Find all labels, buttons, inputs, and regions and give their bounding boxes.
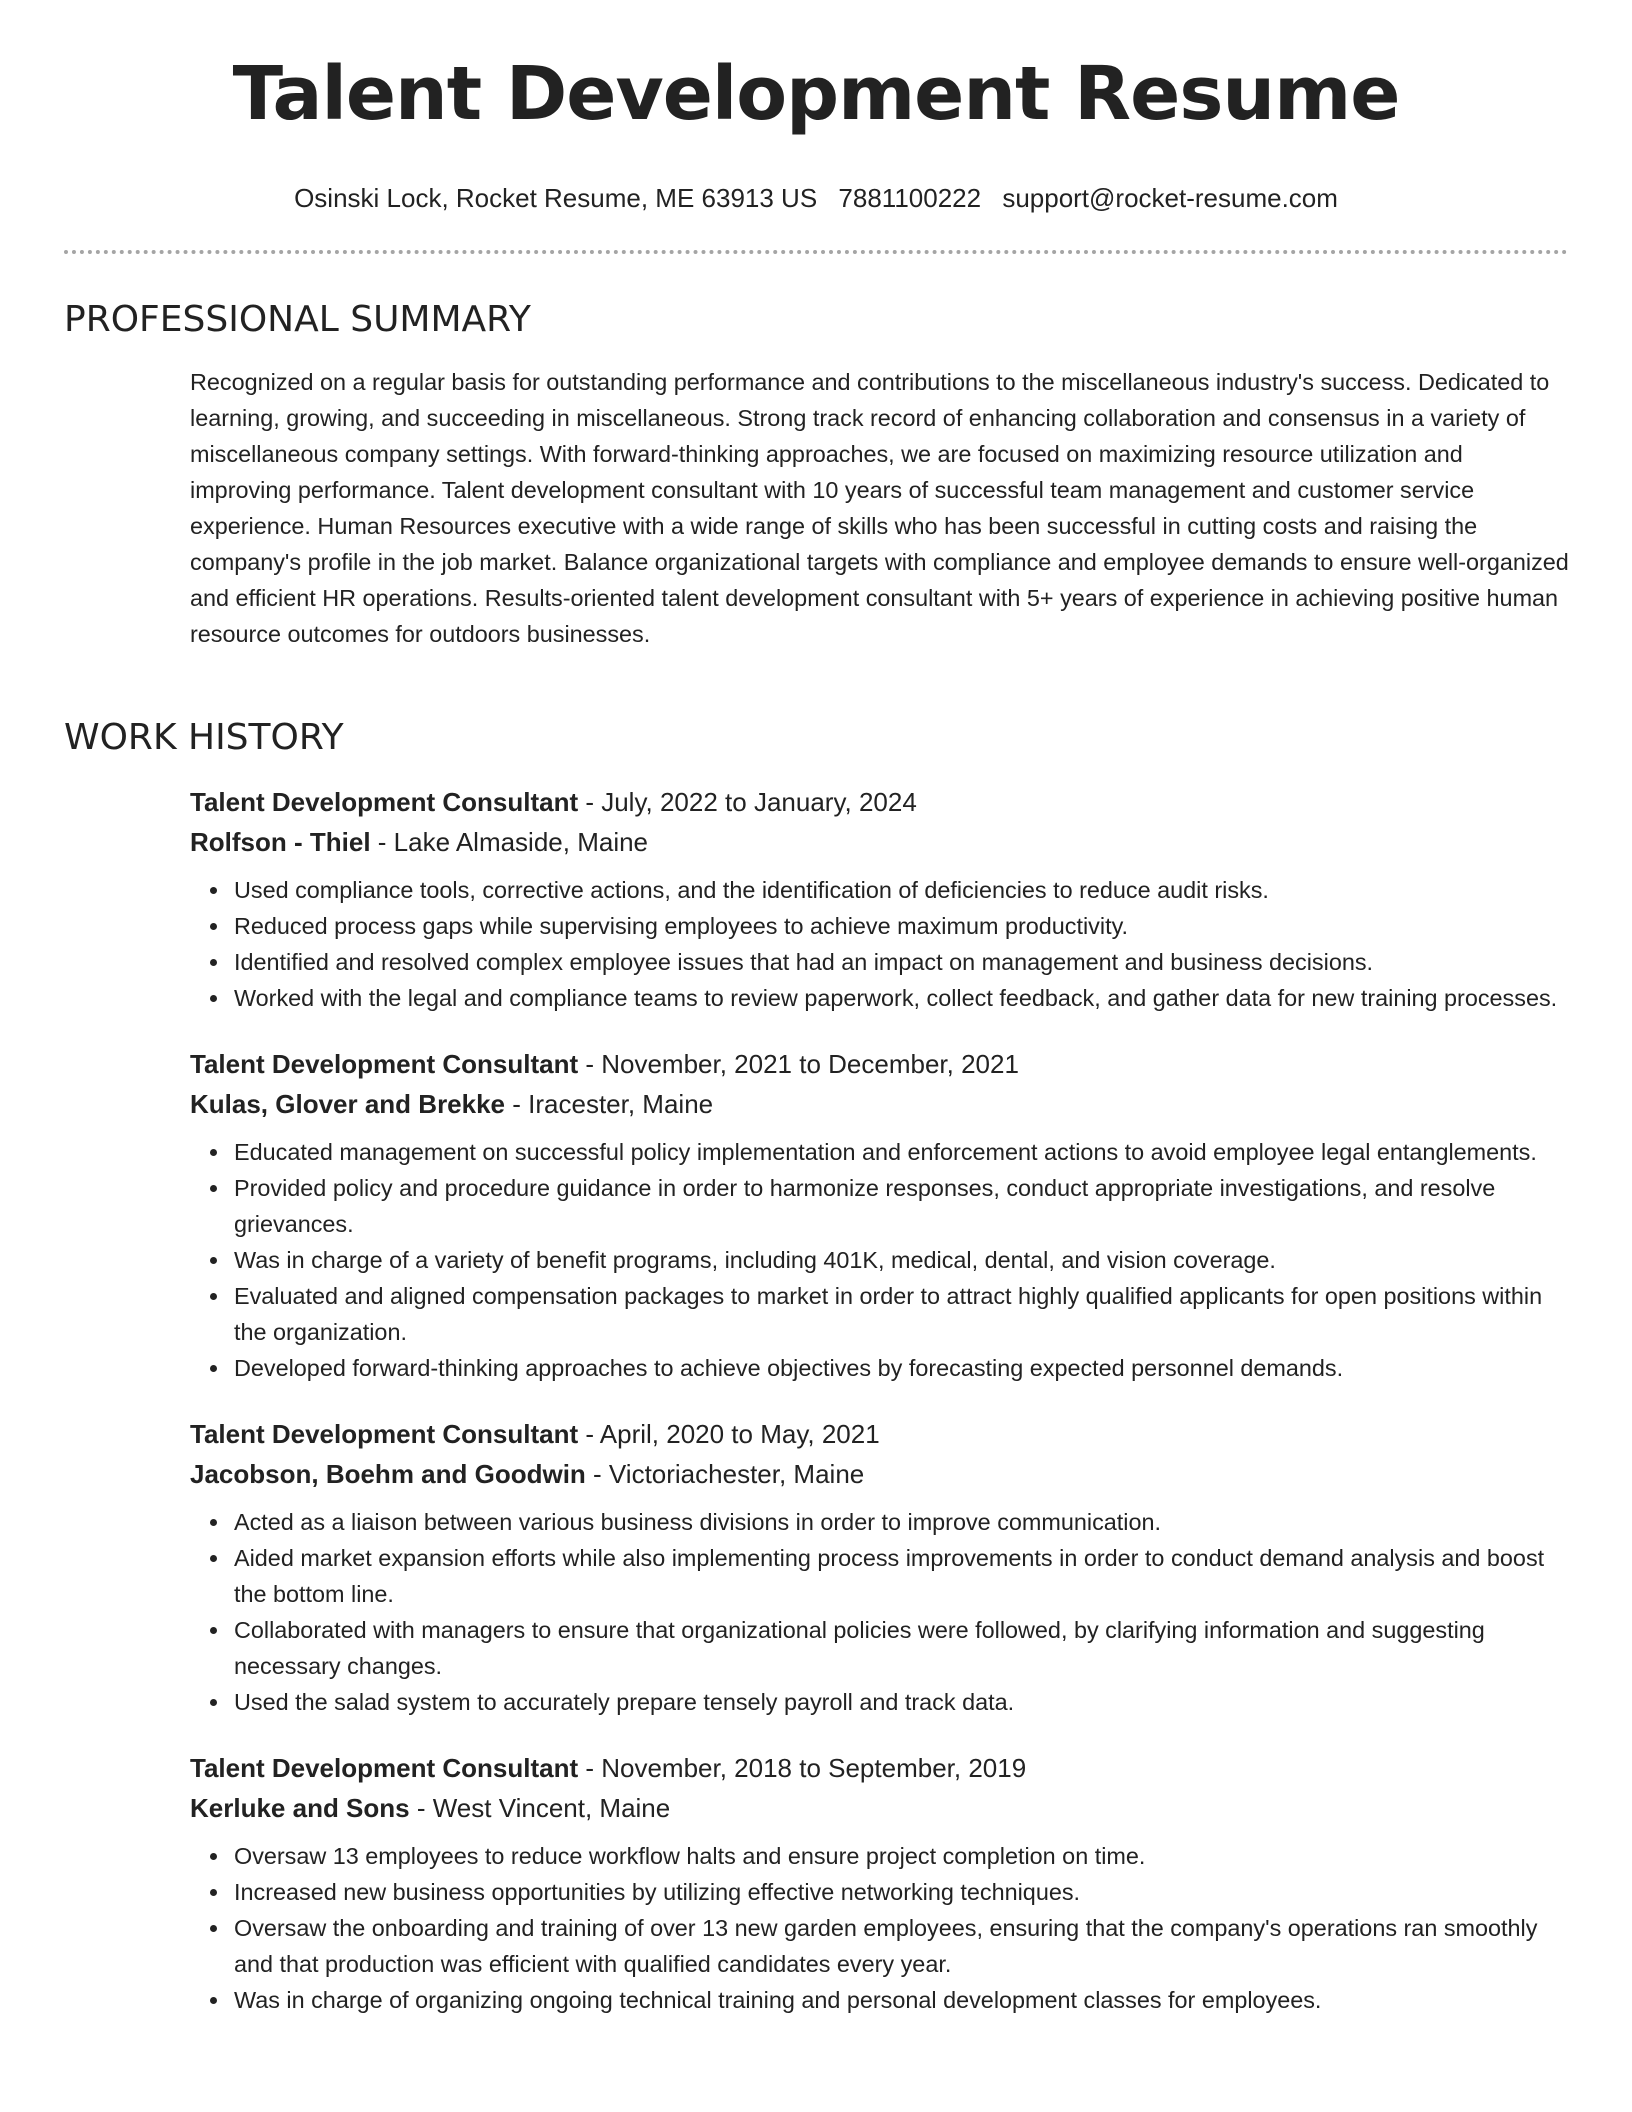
job-company: Kerluke and Sons <box>190 1793 410 1823</box>
work-history-heading: WORK HISTORY <box>64 717 344 758</box>
job-location: - Lake Almaside, Maine <box>370 827 649 857</box>
job-bullets <box>190 1838 1570 2018</box>
job-company: Kulas, Glover and Brekke <box>190 1089 506 1119</box>
job-bullet: Was in charge of a variety of benefit programs, including 401K, medical, dental, and vision coverage. <box>234 1242 1570 1278</box>
job-company-line <box>190 1454 1570 1494</box>
job-company: Rolfson - Thiel <box>190 827 371 857</box>
job-dates: - November, 2018 to September, 2019 <box>578 1753 1027 1783</box>
job-location: - West Vincent, Maine <box>409 1793 671 1823</box>
job-bullet: Evaluated and aligned compensation packages to market in order to attract highly qualified applicants for open positions within the organization. <box>234 1278 1570 1350</box>
job-title-line <box>190 782 1570 822</box>
job-bullets <box>190 1134 1570 1386</box>
contact-address: Osinski Lock, Rocket Resume, ME 63913 US <box>294 183 818 213</box>
job-bullet: Collaborated with managers to ensure that organizational policies were followed, by clarifying information and suggesting necessary changes. <box>234 1612 1570 1684</box>
job-entry <box>190 1044 1570 1386</box>
work-history-list <box>190 782 1570 2046</box>
job-bullet: Educated management on successful policy implementation and enforcement actions to avoid employee legal entanglements. <box>234 1134 1570 1170</box>
job-company: Jacobson, Boehm and Goodwin <box>190 1459 586 1489</box>
resume-title: Talent Development Resume <box>232 51 1400 137</box>
job-bullet: Used the salad system to accurately prepare tensely payroll and track data. <box>234 1684 1570 1720</box>
job-bullet: Aided market expansion efforts while also implementing process improvements in order to conduct demand analysis and boost the bottom line. <box>234 1540 1570 1612</box>
job-bullet: Used compliance tools, corrective actions, and the identification of deficiencies to reduce audit risks. <box>234 872 1570 908</box>
job-bullet: Developed forward-thinking approaches to achieve objectives by forecasting expected personnel demands. <box>234 1350 1570 1386</box>
job-title: Talent Development Consultant <box>190 787 579 817</box>
job-entry <box>190 1414 1570 1720</box>
summary-text: Recognized on a regular basis for outstanding performance and contributions to the miscellaneous industry's success. Dedicated to learning, growing, and succeeding in miscellaneous. Strong track record of enhancing collaboration and consensus in a variety of miscellaneous company settings. With forward-thinking approaches, we are focused on maximizing resource utilization and improving performance. Talent development consultant with 10 years of successful team management and customer service experience. Human Resources executive with a wide range of skills who has been successful in cutting costs and raising the company's profile in the job market. Balance organizational targets with compliance and employee demands to ensure well-organized and efficient HR operations. Results-oriented talent development consultant with 5+ years of experience in achieving positive human resource outcomes for outdoors businesses. <box>190 369 1569 647</box>
job-bullet: Worked with the legal and compliance teams to review paperwork, collect feedback, and gather data for new training processes. <box>234 980 1570 1016</box>
job-location: - Iracester, Maine <box>505 1089 714 1119</box>
job-title: Talent Development Consultant <box>190 1753 579 1783</box>
job-title-line <box>190 1748 1570 1788</box>
job-title: Talent Development Consultant <box>190 1049 579 1079</box>
job-bullet: Oversaw the onboarding and training of over 13 new garden employees, ensuring that the company's operations ran smoothly and that production was efficient with qualified candidates every year. <box>234 1910 1570 1982</box>
job-company-line <box>190 1788 1570 1828</box>
job-location: - Victoriachester, Maine <box>585 1459 865 1489</box>
job-entry <box>190 1748 1570 2018</box>
job-entry <box>190 782 1570 1016</box>
job-dates: - July, 2022 to January, 2024 <box>578 787 917 817</box>
job-bullets <box>190 1504 1570 1720</box>
job-bullet: Increased new business opportunities by utilizing effective networking techniques. <box>234 1874 1570 1910</box>
contact-email: support@rocket-resume.com <box>1002 183 1338 213</box>
job-bullets <box>190 872 1570 1016</box>
job-dates: - April, 2020 to May, 2021 <box>578 1419 880 1449</box>
job-title: Talent Development Consultant <box>190 1419 579 1449</box>
job-title-line <box>190 1414 1570 1454</box>
contact-phone: 7881100222 <box>838 183 982 213</box>
job-company-line <box>190 822 1570 862</box>
job-title-line <box>190 1044 1570 1084</box>
job-bullet: Reduced process gaps while supervising employees to achieve maximum productivity. <box>234 908 1570 944</box>
job-bullet: Provided policy and procedure guidance in order to harmonize responses, conduct appropriate investigations, and resolve grievances. <box>234 1170 1570 1242</box>
summary-heading: PROFESSIONAL SUMMARY <box>64 299 531 340</box>
job-bullet: Acted as a liaison between various business divisions in order to improve communication. <box>234 1504 1570 1540</box>
job-bullet: Was in charge of organizing ongoing technical training and personal development classes for employees. <box>234 1982 1570 2018</box>
job-dates: - November, 2021 to December, 2021 <box>578 1049 1019 1079</box>
contact-line <box>0 180 1632 216</box>
header-divider <box>64 250 1568 254</box>
job-bullet: Identified and resolved complex employee issues that had an impact on management and business decisions. <box>234 944 1570 980</box>
job-company-line <box>190 1084 1570 1124</box>
job-bullet: Oversaw 13 employees to reduce workflow halts and ensure project completion on time. <box>234 1838 1570 1874</box>
